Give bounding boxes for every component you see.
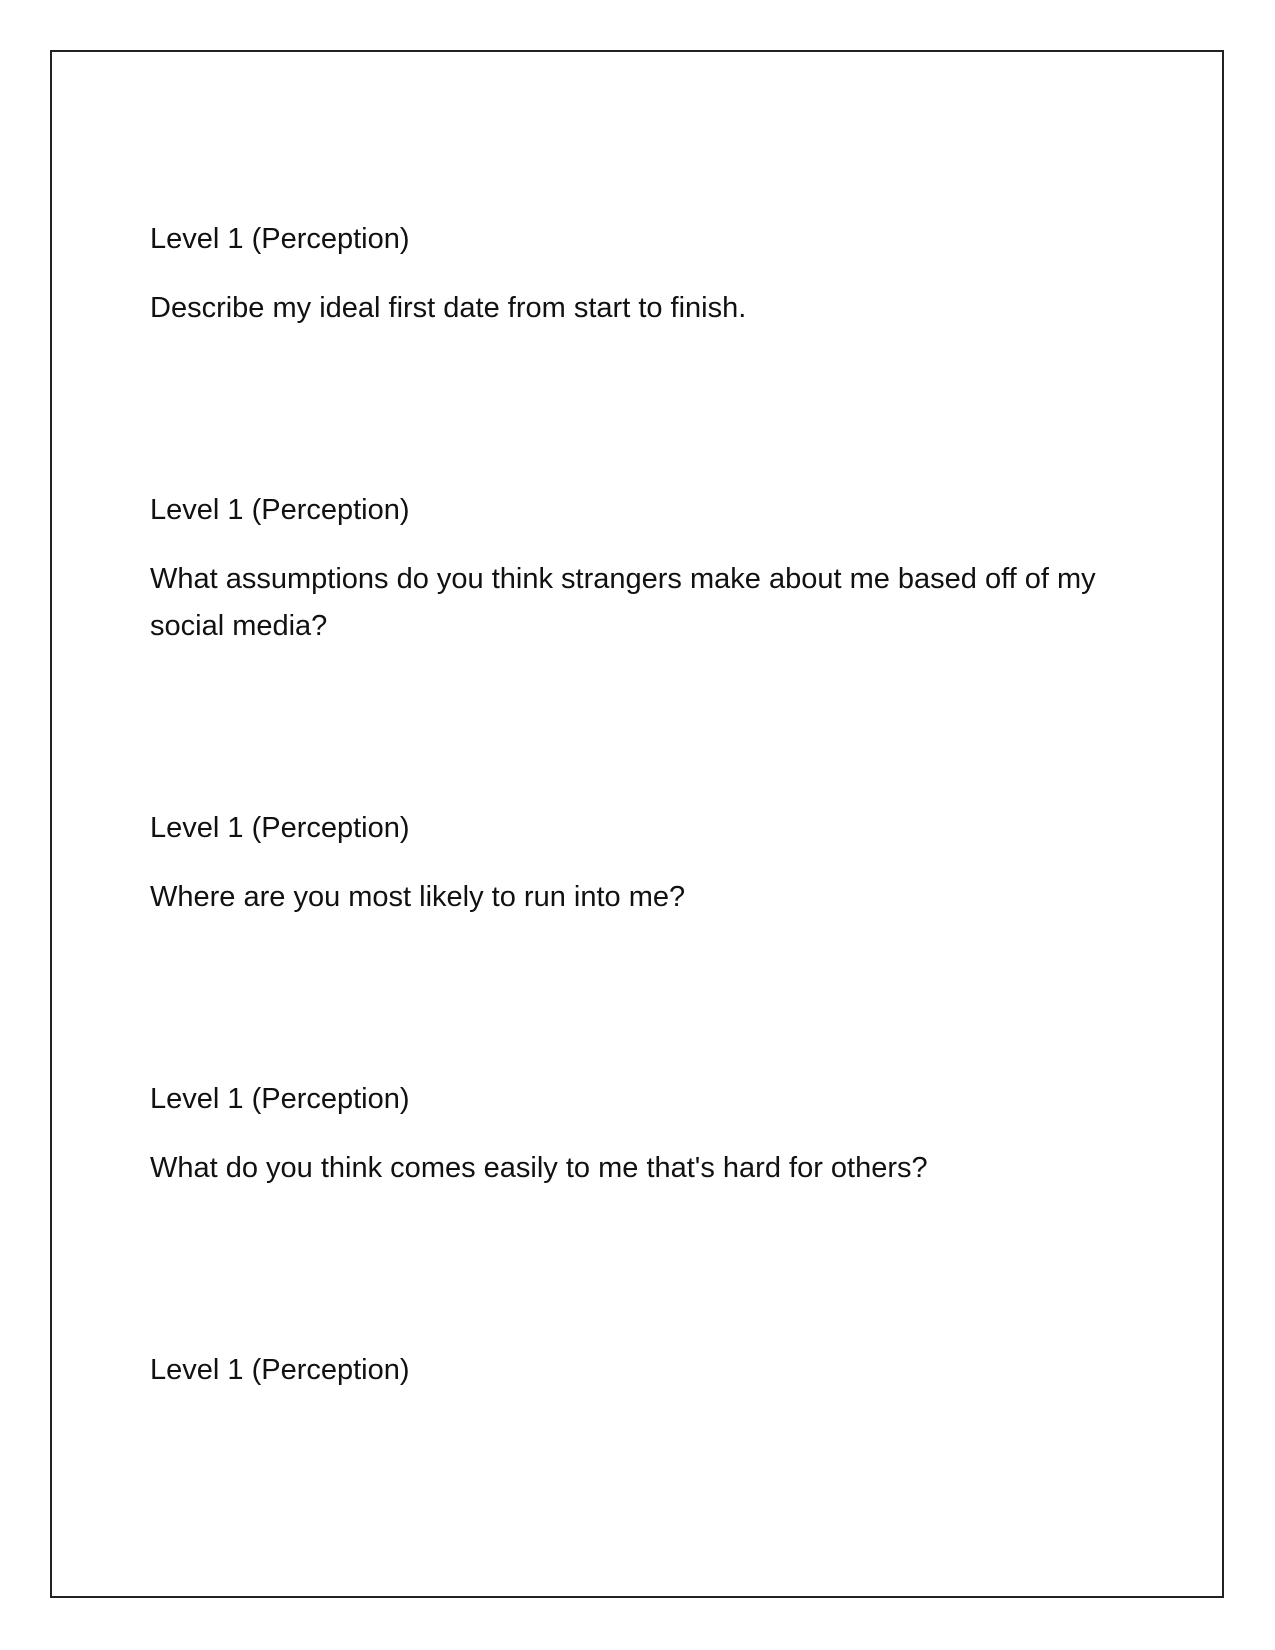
question-card (150, 1350, 1110, 1416)
level-label: Level 1 (Perception) (150, 812, 410, 844)
question-card (150, 808, 1110, 921)
question-text: Describe my ideal first date from start to finish. (150, 292, 747, 324)
level-label: Level 1 (Perception) (150, 1354, 410, 1386)
level-label: Level 1 (Perception) (150, 494, 410, 526)
question-card (150, 1079, 1110, 1192)
question-text: Where are you most likely to run into me? (150, 881, 686, 913)
question-card (150, 490, 1110, 650)
question-text: What assumptions do you think strangers make about me based off of my social media? (150, 563, 1096, 642)
level-label: Level 1 (Perception) (150, 1083, 410, 1115)
question-text: What do you think comes easily to me that's hard for others? (150, 1152, 928, 1184)
question-card (150, 219, 1110, 332)
level-label: Level 1 (Perception) (150, 223, 410, 255)
